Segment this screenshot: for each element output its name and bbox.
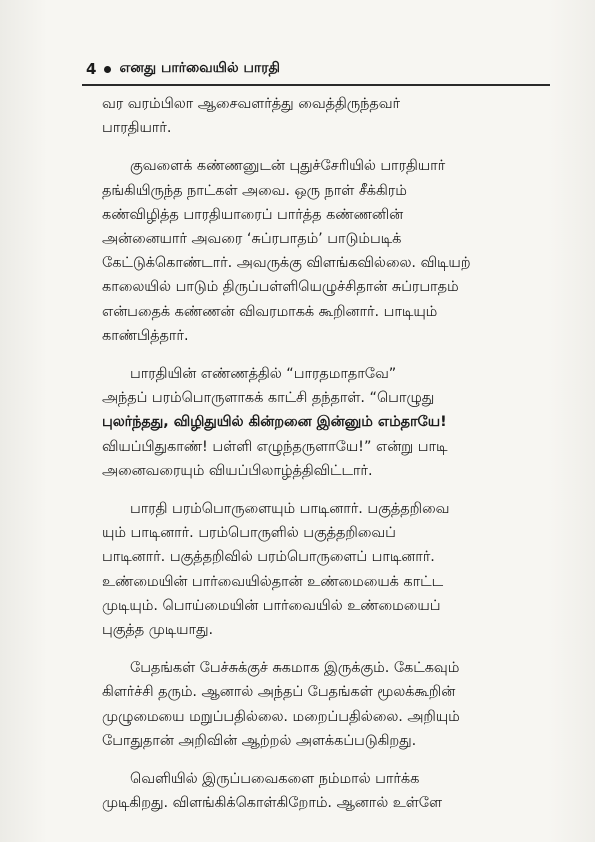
paragraph bbox=[102, 92, 550, 140]
text-line: வர வரம்பிலா ஆசைவளர்த்து வைத்திருந்தவர் bbox=[102, 96, 401, 112]
body-text bbox=[102, 92, 550, 829]
paragraph bbox=[102, 767, 550, 815]
text-line: காண்பித்தார். bbox=[102, 327, 189, 344]
bullet-icon bbox=[104, 66, 111, 73]
text-line: காலையில் பாடும் திருப்பள்ளியெழுச்சிதான் சுப்ரபாதம் bbox=[102, 279, 459, 296]
text-line: முடிகிறது. விளங்கிக்கொள்கிறோம். ஆனால் உள்ளே bbox=[102, 795, 442, 812]
text-line: என்பதைக் கண்ணன் விவரமாகக் கூறினார். பாடியும் bbox=[102, 303, 438, 320]
text-line: தங்கியிருந்த நாட்கள் அவை. ஒரு நாள் சீக்கிரம் bbox=[102, 182, 407, 199]
text-line: கேட்டுக்கொண்டார். அவருக்கு விளங்கவில்லை. விடியற் bbox=[102, 255, 471, 272]
running-title: எனது பார்வையில் பாரதி bbox=[119, 60, 280, 76]
text-line: முடியும். பொய்மையின் பார்வையில் உண்மையைப் bbox=[102, 597, 441, 614]
text-line: உண்மையின் பார்வையில்தான் உண்மையைக் காட்ட bbox=[102, 573, 444, 590]
paragraph bbox=[102, 154, 550, 348]
text-line: புலர்ந்தது, விழிதுயில் கின்றனை இன்னும் எம்தாயே! bbox=[102, 414, 447, 431]
text-line: குவளைக் கண்ணனுடன் புதுச்சேரியில் பாரதியார் bbox=[130, 158, 446, 175]
text-line: கண்விழித்த பாரதியாரைப் பார்த்த கண்ணனின் bbox=[102, 206, 404, 223]
text-line: அனைவரையும் வியப்பிலாழ்த்திவிட்டார். bbox=[102, 462, 373, 479]
text-line: பாரதியார். bbox=[102, 120, 172, 137]
text-line: முழுமையை மறுப்பதில்லை. மறைப்பதில்லை. அறியும் bbox=[102, 708, 460, 725]
page-number: 4 bbox=[86, 60, 97, 78]
paragraph bbox=[102, 656, 550, 753]
text-line: பாடினார். பகுத்தறிவில் பரம்பொருளைப் பாடினார். bbox=[102, 549, 435, 566]
running-header bbox=[86, 58, 280, 80]
text-line: பேதங்கள் பேச்சுக்குச் சுகமாக இருக்கும். கேட்கவும் bbox=[130, 660, 460, 677]
paragraph bbox=[102, 362, 550, 483]
text-line: வியப்பிதுகாண்! பள்ளி எழுந்தருளாயே!” என்று பாடி bbox=[102, 438, 448, 455]
text-line: போதுதான் அறிவின் ஆற்றல் அளக்கப்படுகிறது. bbox=[102, 732, 417, 749]
text-line: அந்தப் பரம்பொருளாகக் காட்சி தந்தாள். “பொழுது bbox=[102, 390, 435, 407]
text-line: அன்னையார் அவரை ‘சுப்ரபாதம்’ பாடும்படிக் bbox=[102, 231, 402, 248]
text-line: வெளியில் இருப்பவைகளை நம்மால் பார்க்க bbox=[130, 771, 420, 788]
text-line: கிளர்ச்சி தரும். ஆனால் அந்தப் பேதங்கள் மூலக்கூறின் bbox=[102, 684, 456, 701]
text-line: புகுத்த முடியாது. bbox=[102, 622, 214, 639]
text-line: பாரதி பரம்பொருளையும் பாடினார். பகுத்தறிவை bbox=[130, 501, 450, 518]
header-rule bbox=[82, 84, 550, 86]
paragraph bbox=[102, 497, 550, 642]
text-line: யும் பாடினார். பரம்பொருளில் பகுத்தறிவைப் bbox=[102, 525, 396, 542]
text-line: பாரதியின் எண்ணத்தில் “பாரதமாதாவே” bbox=[130, 366, 397, 383]
